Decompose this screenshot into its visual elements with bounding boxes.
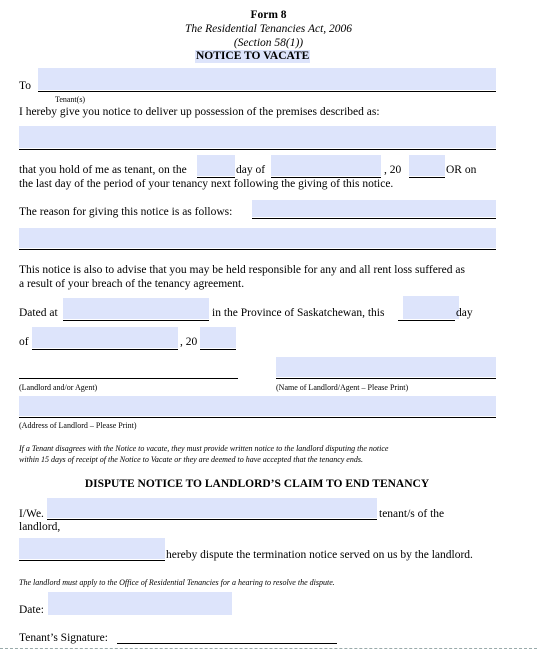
- hold-text: that you hold of me as tenant, on the: [19, 164, 187, 176]
- landlord-agent-caption: (Landlord and/or Agent): [19, 383, 98, 392]
- reason-line-1: [252, 218, 496, 219]
- hereby-text: hereby dispute the termination notice served on us by the landlord.: [166, 549, 473, 561]
- form-number: Form 8: [250, 9, 287, 21]
- landlord-name-field[interactable]: [276, 357, 496, 377]
- dispute-landlord-field[interactable]: [19, 538, 165, 559]
- year-field[interactable]: [409, 155, 445, 176]
- section-reference: (Section 58(1)): [233, 37, 304, 49]
- reason-label: The reason for giving this notice is as follows:: [19, 206, 233, 218]
- dated-year-field[interactable]: [200, 327, 236, 348]
- disclaimer-line-2: within 15 days of receipt of the Notice to Vacate or they are deemed to have accepted that the tenancy ends.: [19, 455, 363, 464]
- dispute-title: DISPUTE NOTICE TO LANDLORD’S CLAIM TO END TENANCY: [84, 478, 430, 490]
- dated-year-line: [200, 349, 236, 350]
- dispute-landlord-line: [19, 560, 165, 561]
- tenant-names-field[interactable]: [47, 498, 377, 518]
- dated-at-label: Dated at: [19, 307, 58, 319]
- notice-title: NOTICE TO VACATE: [196, 50, 310, 62]
- advise-line-1: This notice is also to advise that you may be held responsible for any and all rent loss suffered as: [19, 264, 465, 276]
- landlord-address-field[interactable]: [19, 396, 496, 416]
- signature-label: Tenant’s Signature:: [19, 632, 108, 644]
- tenant-caption: Tenant(s): [55, 95, 86, 104]
- reason-field-1[interactable]: [252, 200, 496, 217]
- dated-day-field[interactable]: [403, 296, 459, 319]
- province-text: in the Province of Saskatchewan, this: [212, 307, 385, 319]
- tenants-of-text: tenant/s of the: [379, 508, 445, 520]
- disclaimer-line-1: If a Tenant disagrees with the Notice to vacate, they must provide written notice to the landlord disputing the notice: [19, 444, 389, 453]
- reason-field-2[interactable]: [19, 228, 496, 248]
- act-name: The Residential Tenancies Act, 2006: [184, 23, 353, 35]
- year-line: [409, 177, 445, 178]
- reason-line-2: [19, 249, 496, 250]
- dated-place-field[interactable]: [63, 298, 209, 319]
- tenant-name-field[interactable]: [38, 68, 496, 90]
- landlord-address-line: [19, 417, 496, 418]
- tenant-name-line: [38, 91, 496, 92]
- dated-month-field[interactable]: [32, 327, 178, 348]
- landlord-signature-line[interactable]: [19, 378, 238, 379]
- of-label: of: [19, 336, 29, 348]
- or-on-text: OR on: [446, 164, 477, 176]
- dispute-date-field[interactable]: [48, 592, 232, 615]
- landlord-name-line: [276, 378, 496, 379]
- intro-text: I hereby give you notice to deliver up possession of the premises described as:: [19, 106, 380, 118]
- dated-month-line: [32, 349, 178, 350]
- last-day-text: the last day of the period of your tenancy next following the giving of this notice.: [19, 178, 394, 190]
- year-prefix: , 20: [384, 164, 402, 176]
- tenant-names-line: [47, 519, 377, 520]
- year-prefix-2: , 20: [180, 336, 198, 348]
- premises-line: [19, 149, 496, 150]
- address-caption: (Address of Landlord – Please Print): [19, 421, 137, 430]
- day-text: day: [456, 307, 473, 319]
- day-field[interactable]: [197, 155, 235, 176]
- dated-day-line: [398, 320, 455, 321]
- date-label: Date:: [19, 604, 44, 616]
- apply-note: The landlord must apply to the Office of Residential Tenancies for a hearing to resolve the dispute.: [19, 578, 335, 587]
- premises-field[interactable]: [19, 126, 496, 148]
- name-caption: (Name of Landlord/Agent – Please Print): [276, 383, 409, 392]
- tenant-signature-line[interactable]: [117, 643, 337, 644]
- dated-place-line: [63, 320, 209, 321]
- day-of-text: day of: [236, 164, 266, 176]
- landlord-text: landlord,: [19, 521, 61, 533]
- advise-line-2: a result of your breach of the tenancy agreement.: [19, 278, 245, 290]
- to-label: To: [19, 80, 31, 92]
- month-field[interactable]: [271, 155, 381, 176]
- iwe-label: I/We.: [19, 508, 44, 520]
